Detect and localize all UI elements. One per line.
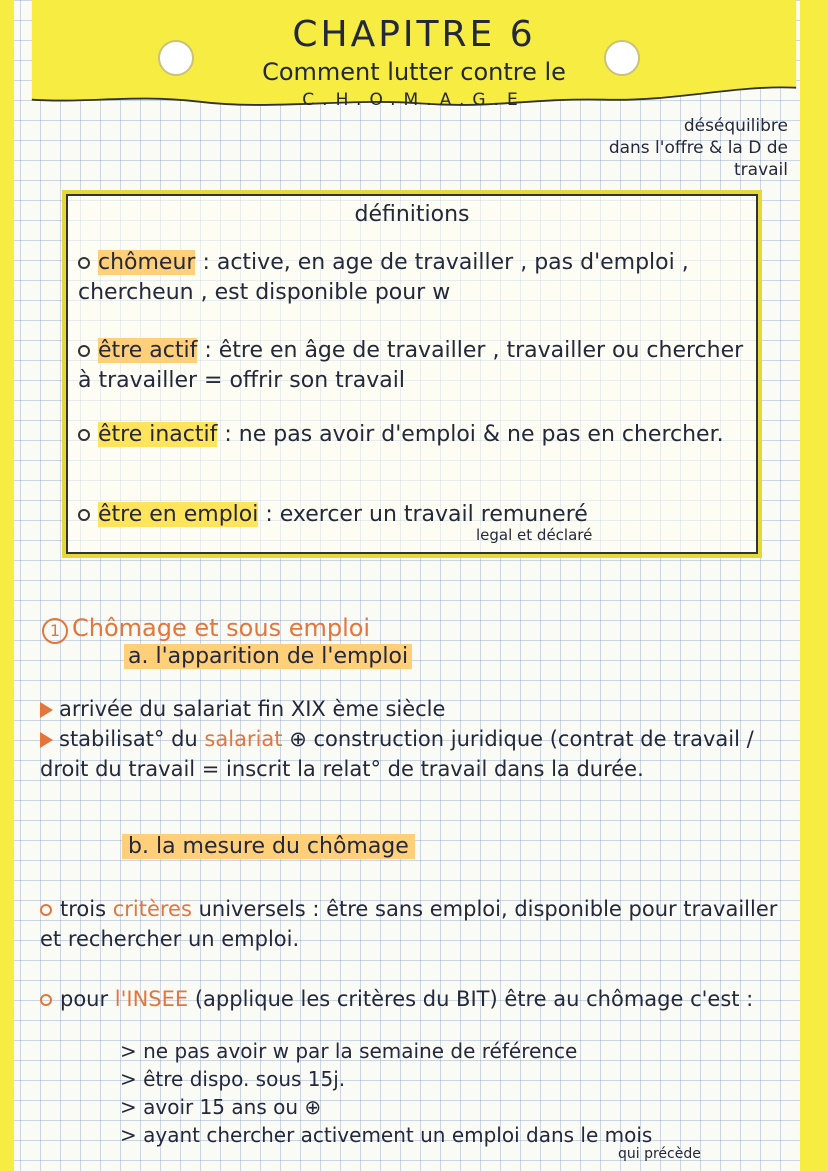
right-yellow-border bbox=[800, 0, 828, 1171]
definition-text: : être en âge de travailler , travailler ou chercher à travailler = offrir son travail bbox=[78, 338, 744, 393]
bullet-text-suffix: ⊕ construction juridique (contrat de travail / droit du travail = inscrit la relat° de travail dans la durée. bbox=[40, 727, 754, 781]
insee-suffix: (applique les critères du BIT) être au chômage c'est : bbox=[188, 987, 754, 1011]
chapter-subtitle: Comment lutter contre le bbox=[262, 58, 566, 86]
definition-text: : active, en age de travailler , pas d'emploi , chercheun , est disponible pour w bbox=[78, 250, 689, 305]
bullet-salariat-stabilisation bbox=[40, 724, 800, 784]
subsection-a-title: a. l'apparition de l'emploi bbox=[124, 644, 412, 669]
triangle-bullet-icon bbox=[40, 732, 53, 748]
definition-chomeur bbox=[78, 248, 748, 308]
section1-title-text: Chômage et sous emploi bbox=[72, 614, 371, 642]
subsection-b-title: b. la mesure du chômage bbox=[122, 834, 415, 859]
insee-highlight: l'INSEE bbox=[114, 987, 189, 1011]
left-yellow-border bbox=[0, 0, 14, 1171]
insee-paragraph bbox=[40, 984, 800, 1014]
definition-text: : exercer un travail remuneré bbox=[265, 502, 588, 527]
criteria-highlight: critères bbox=[112, 897, 192, 921]
definition-term: être actif bbox=[98, 338, 198, 363]
section1-title bbox=[42, 614, 370, 644]
criteria-prefix: trois bbox=[60, 897, 113, 921]
definition-etre-actif bbox=[78, 336, 748, 396]
bullet-dot-icon bbox=[40, 994, 52, 1006]
side-note-line3: travail bbox=[734, 160, 788, 180]
insee-criterion-3: > avoir 15 ans ou ⊕ bbox=[120, 1095, 322, 1119]
definition-term: être inactif bbox=[98, 422, 218, 447]
criteria-paragraph bbox=[40, 894, 800, 954]
bullet-text-highlight: salariat bbox=[204, 727, 283, 751]
triangle-bullet-icon bbox=[40, 702, 53, 718]
side-note-line1: déséquilibre bbox=[683, 116, 788, 136]
insee-criterion-1: > ne pas avoir w par la semaine de référence bbox=[120, 1039, 578, 1063]
bullet-text: arrivée du salariat fin XIX ème siècle bbox=[59, 697, 446, 721]
definition-term: être en emploi bbox=[98, 502, 259, 527]
definitions-title: définitions bbox=[354, 202, 470, 227]
definition-extra: legal et déclaré bbox=[476, 526, 593, 544]
insee-prefix: pour bbox=[60, 987, 115, 1011]
definition-text: : ne pas avoir d'emploi & ne pas en chercher. bbox=[224, 422, 724, 447]
insee-criterion-2: > être dispo. sous 15j. bbox=[120, 1067, 346, 1091]
chapter-subtitle-acronym: C.H.O.M.A.G.E bbox=[302, 90, 526, 110]
definition-etre-inactif bbox=[78, 420, 748, 450]
criteria-suffix: universels : être sans emploi, disponible pour travailler et rechercher un emploi. bbox=[40, 897, 778, 951]
side-note-line2: dans l'offre & la D de bbox=[608, 138, 788, 158]
bullet-dot-icon bbox=[78, 345, 90, 357]
bullet-dot-icon bbox=[78, 509, 90, 521]
insee-footer: qui précède bbox=[618, 1146, 701, 1162]
definition-etre-en-emploi bbox=[78, 500, 748, 530]
section-number-icon: 1 bbox=[42, 618, 68, 644]
definitions-box bbox=[62, 190, 762, 558]
bullet-dot-icon bbox=[78, 429, 90, 441]
bullet-dot-icon bbox=[78, 257, 90, 269]
side-note bbox=[528, 115, 788, 181]
insee-criterion-4: > ayant chercher activement un emploi dans le mois bbox=[120, 1123, 653, 1147]
bullet-text-prefix: stabilisat° du bbox=[59, 727, 205, 751]
definition-term: chômeur bbox=[98, 250, 196, 275]
chapter-title: CHAPITRE 6 bbox=[292, 14, 536, 55]
bullet-salariat-arrival bbox=[40, 694, 800, 724]
bullet-dot-icon bbox=[40, 904, 52, 916]
